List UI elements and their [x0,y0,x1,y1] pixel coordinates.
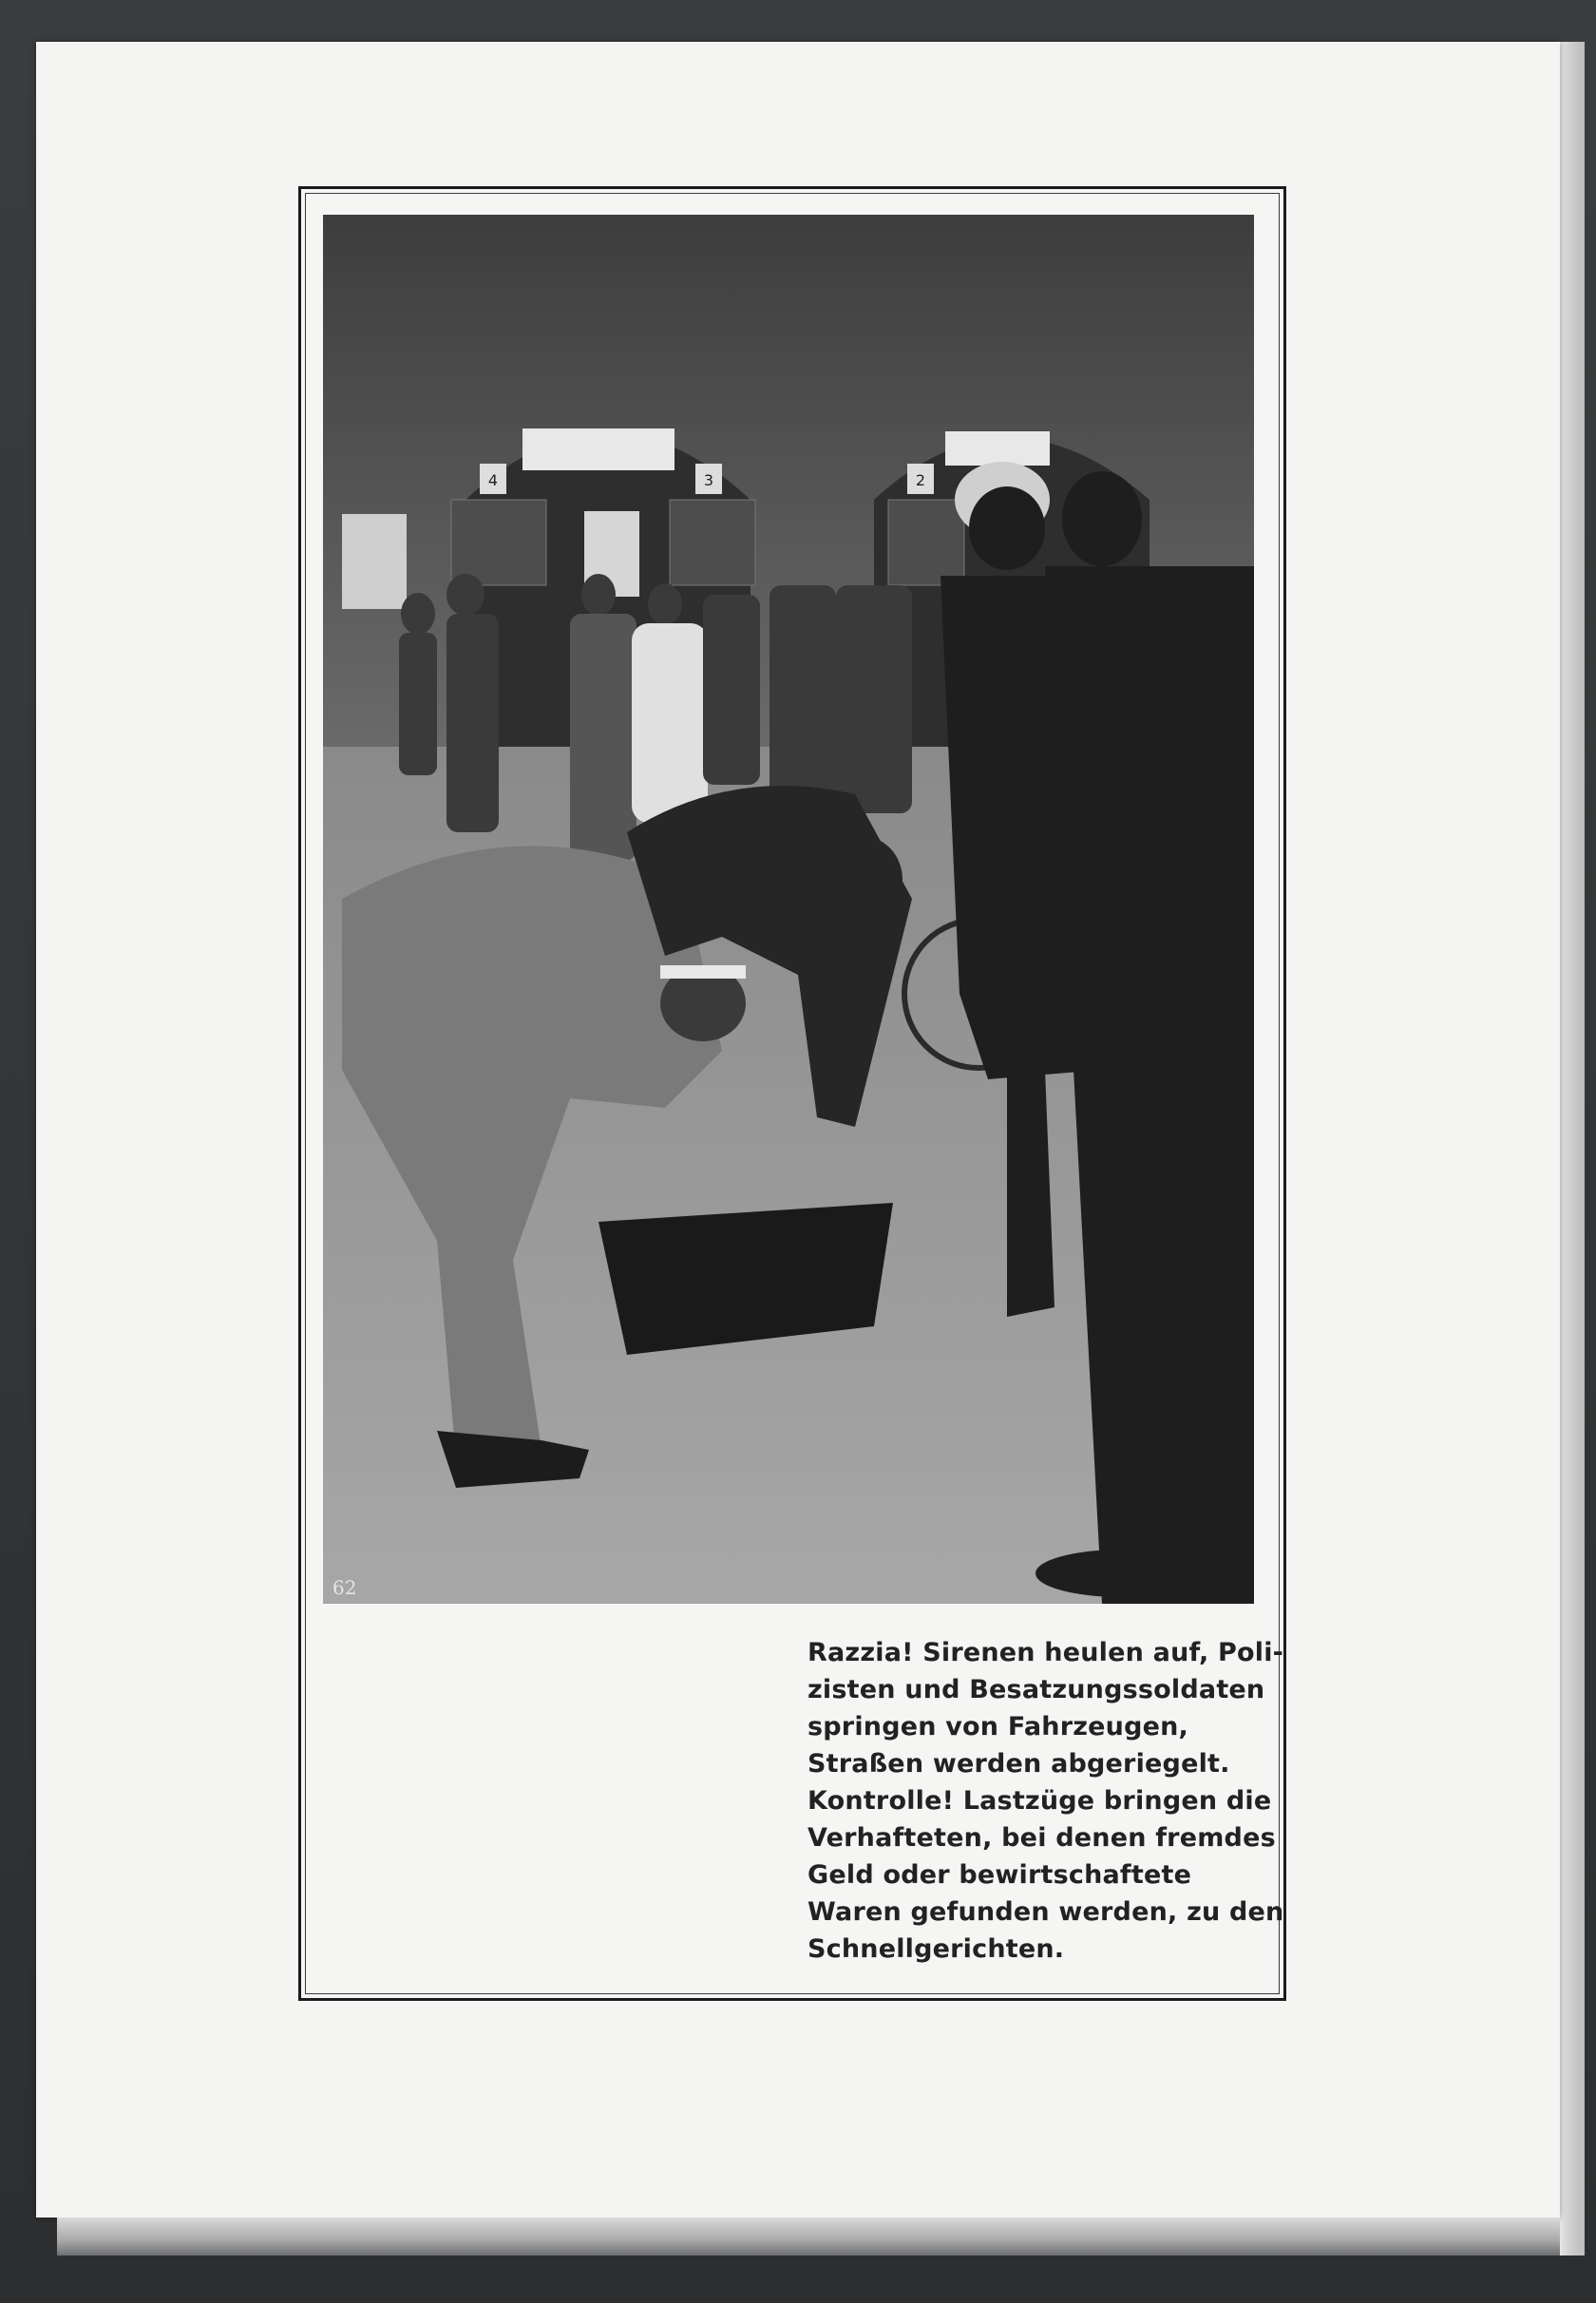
ticket-window [888,500,964,585]
ticket-window [670,500,755,585]
caption-line: Schnellgerichten. [808,1934,1065,1964]
window-number: 2 [915,471,926,489]
right-arch-sign [945,431,1050,466]
caption-line: Razzia! Sirenen heulen auf, Poli- [808,1638,1284,1667]
left-arch-sign [522,428,674,470]
photo-illustration [323,215,1254,1604]
caption-line: zisten und Besatzungssoldaten [808,1675,1265,1704]
caption-line: Geld oder bewirtschaftete [808,1860,1192,1890]
sleeve-bottom-edge [57,2217,1560,2255]
page-edge [1560,42,1585,2255]
window-number: 4 [487,471,499,489]
caption-line: Verhafteten, bei denen fremdes [808,1823,1276,1853]
black-and-white-photograph [323,215,1254,1604]
wall-poster [342,514,407,609]
photo-number: 62 [332,1576,357,1599]
ticket-window [451,500,546,585]
caption-line: springen von Fahrzeugen, [808,1712,1189,1742]
caption-line: Straßen werden abgeriegelt. [808,1749,1230,1779]
caption-line: Waren gefunden werden, zu den [808,1897,1284,1927]
photo-caption [808,1634,1284,1968]
window-number: 3 [703,471,714,489]
caption-line: Kontrolle! Lastzüge bringen die [808,1786,1272,1816]
